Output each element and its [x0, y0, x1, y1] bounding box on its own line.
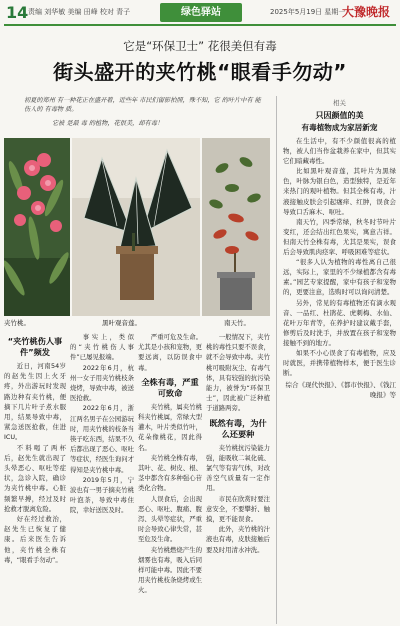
subheading-why-planted: 既然有毒，为什么还要种	[209, 417, 267, 439]
alocasia-photo	[72, 138, 200, 316]
article-column-2	[70, 332, 134, 622]
paragraph: 事实上，类似的“夹竹桃伤人事件”已屡见报端。	[70, 333, 134, 362]
photo-caption-2: 黑叶观音莲。	[102, 319, 141, 327]
sidebar-source: 综合《现代快报》、《都市快报》、《钱江晚报》等	[285, 381, 396, 400]
subheading-incidents: “夹竹桃伤人事件”频发	[7, 336, 63, 357]
paragraph: 2022年6月，浙江两名男子在公园游玩时，用夹竹桃的枝条当筷子吃东西，结果不久后都出现了恶心、呕吐等症状，经医生询问才得知是夹竹桃中毒。	[70, 404, 134, 474]
paragraph: 在生活中，有不少颜值很高的植物，被人们当作盆栽养在家中，但其实它们暗藏毒性。	[283, 137, 396, 166]
article-summary: 初夏的郑州 有一种花正在盛开着，近些年 市民们留影拍照，殊不知，它 的叶片中有 能伤人的 有毒物 质。	[24, 97, 261, 113]
subheading-toxicity: 全株有毒，严重可致命	[141, 376, 199, 398]
editor-credits: 责编 刘华敏 美编 田峰 校对 青子	[28, 8, 131, 16]
paragraph: 人误食后，会出现恶心、呕吐、腹痛、腹泻、头晕等症状，严重时会导致心律失常，甚至危及生命。	[138, 494, 202, 544]
oleander-photo	[4, 138, 70, 316]
article-column-1	[4, 332, 66, 622]
page-header	[0, 0, 400, 26]
paragraph: 一般情况下，夹竹桃的毒性只要不误食，就不会导致中毒。夹竹桃可吸附灰尘、有毒气体，具有较强的抗污染能力，被誉为“环保卫士”，因此被广泛种植于道路两旁。	[206, 333, 270, 413]
paragraph: “很多人认为植物的毒性离自己很远，实际上，家里的不少绿植都含有毒素。”园艺专家提醒，家中有孩子和宠物的，更要注意，选购时可以询问清楚。	[283, 258, 396, 297]
article-kicker: 它是“环保卫士” 花很美但有毒	[123, 39, 277, 53]
paragraph: 如果不小心误食了有毒植物，应及时就医，并携带植物样本，便于医生诊断。	[283, 348, 396, 378]
paragraph: 严重可危及生命。尤其是小孩和宠物，更要远离，以防误食中毒。	[138, 333, 202, 372]
paragraph: 南天竹，四季常绿，秋冬时节叶片变红，还会结出红色果实，寓意吉祥。但南天竹全株有毒，尤其是果实，误食后会导致肌肉痉挛、呼吸困难等症状。	[283, 217, 396, 257]
photo-caption-3: 南天竹。	[224, 319, 250, 327]
sidebar-title: 只因颜值的美	[315, 111, 364, 120]
paragraph: 夹竹桃燃烧产生的烟雾也有毒，吸入后同样可能中毒。因此不要用夹竹桃枝条烧烤或生火。	[138, 545, 202, 595]
article-title: 街头盛开的夹竹桃“眼看手勿动”	[53, 60, 347, 84]
paragraph: 2022年6月，杭州一女子用夹竹桃枝条烧烤，导致中毒，被送医抢救。	[70, 363, 134, 403]
nandina-photo	[202, 138, 270, 316]
paragraph: 不料喝了两杯后，赵先生就出现了头晕恶心、呕吐等症状，急诊入院，确诊为夹竹桃中毒。心脏频繁早搏，经过及时抢救才脱离危险。	[4, 443, 66, 513]
photo-caption-1: 夹竹桃。	[4, 319, 30, 327]
sidebar-tag: 相关	[333, 99, 346, 107]
paragraph: 另外，常见的有毒植物还有滴水观音、一品红、杜鹃花、虎刺梅、水仙、花叶万年青等，在养护时建议戴手套，修剪后及时洗手，并放置在孩子和宠物接触不到的地方。	[283, 298, 396, 347]
article-lead-quote: 它被 是最 毒 的植物，花很美，却有毒！	[52, 120, 164, 127]
paragraph: 好在经过救治，赵先生已恢复了健康。后来医生告诉他，夹竹桃全株有毒，“眼看手勿动”。	[4, 515, 66, 564]
paragraph: 夹竹桃抗污染能力强，能吸收二氧化硫、氯气等有害气体，对改善空气质量有一定作用。	[206, 443, 270, 493]
newspaper-logo: 大豫晚报	[342, 5, 391, 19]
paragraph: 夹竹桃，属夹竹桃科夹竹桃属，常绿大型灌木，叶片类似竹叶，花朵像桃花，因此得名。	[138, 402, 202, 452]
article-column-4	[206, 332, 270, 622]
paragraph: 夹竹桃全株有毒，其叶、花、树皮、根、茎中都含有多种强心苷类化合物。	[138, 453, 202, 493]
page-number: 14	[6, 3, 29, 22]
paragraph: 市民在欣赏时要注意安全，不要攀折、触摸，更不能误食。	[206, 494, 270, 524]
paragraph: 比如黑叶观音莲，其叶片为黑绿色，叶脉为银白色，造型独特，是近年来热门的观叶植物。但其全株有毒，汁液接触皮肤会引起瘙痒、红肿，误食会导致口舌麻木、呕吐。	[283, 167, 396, 216]
section-badge: 绿色驿站	[160, 3, 242, 22]
sidebar-subtitle: 有毒植物成为家居新宠	[301, 123, 378, 132]
issue-date: 2025年5月19日 星期一	[270, 8, 346, 16]
related-sidebar	[276, 96, 396, 624]
sidebar-body	[283, 136, 396, 378]
header-divider	[4, 24, 396, 26]
article-column-3	[138, 332, 202, 622]
paragraph: 此外，夹竹桃的汁液也有毒，皮肤接触后要及时用清水冲洗。	[206, 525, 270, 554]
paragraph: 2019年5月，宁波也有一男子摘夹竹桃叶泡茶，导致中毒住院，幸好送医及时。	[70, 475, 134, 515]
paragraph: 近日，河南54岁的赵先生因上火牙疼，外出游玩时发现路边种有夹竹桃，便摘下几片叶子煮水服用，结果导致中毒，紧急送医抢救，住进ICU。	[4, 362, 66, 442]
